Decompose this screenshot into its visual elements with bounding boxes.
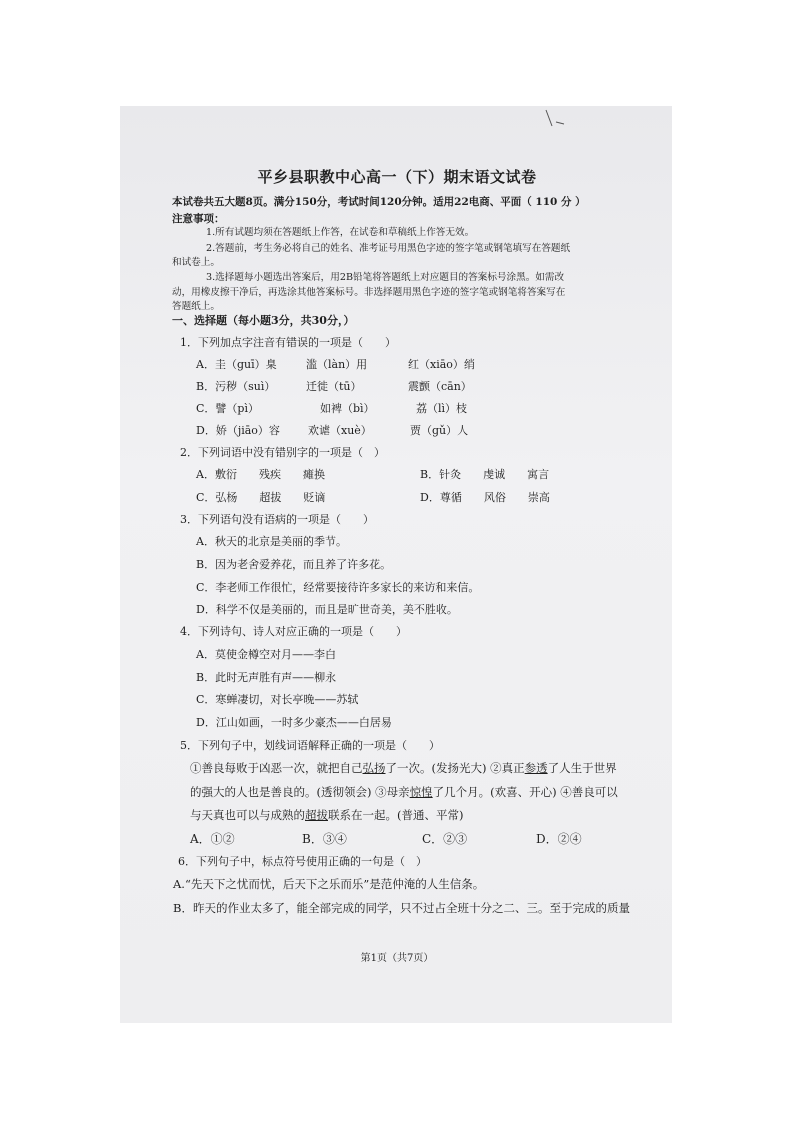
passage-text: 了人生于世界 <box>547 761 617 775</box>
section-heading: 一、选择题（每小题3分，共30分，） <box>172 314 355 327</box>
question-3-option-d: D．科学不仅是美丽的，而且是旷世奇美，美不胜收。 <box>196 603 458 616</box>
pen-mark-icon <box>544 108 566 130</box>
option-text: 迁徙（tū） <box>306 380 362 393</box>
option-text: A．敷衍 残疾 瘫换 <box>196 468 325 481</box>
passage-text: 联系在一起。(普通、平常) <box>328 808 464 822</box>
underlined-word: 超拔 <box>305 808 328 822</box>
choice-c: C．②③ <box>422 832 468 846</box>
option-text: 贾（gǔ）人 <box>410 424 469 437</box>
underlined-word: 惊惶 <box>409 785 433 799</box>
question-1-stem: 1．下列加点字注音有错误的一项是（ ） <box>180 336 396 349</box>
notice-item: 动，用橡皮擦干净后，再选涂其他答案标号。非选择题用黑色字迹的签字笔或钢笔将答案写在 <box>172 287 566 298</box>
option-text: C．弘杨 超拔 贬谪 <box>196 491 326 504</box>
notice-item: 1.所有试题均须在答题纸上作答，在试卷和草稿纸上作答无效。 <box>206 227 475 238</box>
question-5-line <box>190 760 617 776</box>
choice-a: A．①② <box>190 832 235 846</box>
option-text: 欢谑（xuè） <box>308 424 372 437</box>
question-6-stem: 6．下列句子中，标点符号使用正确的一句是（ ） <box>178 855 427 868</box>
passage-text: 了几个月。(欢喜、开心) ④善良可以 <box>432 785 618 799</box>
option-text: A．圭（guī）臬 <box>196 358 277 371</box>
choice-b: B．③④ <box>302 832 347 846</box>
question-5-line <box>190 807 463 823</box>
question-6-option-a: A.“先天下之忧而忧，后天下之乐而乐”是范仲淹的人生信条。 <box>173 877 485 891</box>
exam-title: 平乡县职教中心高一（下）期末语文试卷 <box>257 168 537 186</box>
passage-text: 了一次。(发扬光大) ②真正 <box>385 761 525 775</box>
question-4-option-c: C．寒蝉凄切，对长亭晚——苏轼 <box>196 693 359 706</box>
option-text: 滥（làn）用 <box>306 358 368 371</box>
option-text: D．尊循 风俗 崇高 <box>420 491 550 504</box>
passage-text: ①善良每败于凶恶一次，就把自己 <box>190 761 363 775</box>
question-4-option-a: A．莫使金樽空对月——李白 <box>196 648 336 661</box>
question-4-option-d: D．江山如画，一时多少豪杰——白居易 <box>196 716 392 729</box>
notice-item: 答题纸上。 <box>172 301 220 312</box>
option-text: 荔（lì）枝 <box>416 402 468 415</box>
option-text: D．娇（jiāo）容 <box>196 424 280 437</box>
question-5-line <box>190 784 618 800</box>
option-text: B．污秽（suì） <box>196 380 276 393</box>
passage-text: 与天真也可以与成熟的 <box>190 808 305 822</box>
notice-item: 和试卷上。 <box>172 257 220 268</box>
question-3-option-a: A．秋天的北京是美丽的季节。 <box>196 535 347 548</box>
notice-item: 2.答题前，考生务必将自己的姓名、准考证号用黑色字迹的签字笔或钢笔填写在答题纸 <box>206 243 571 254</box>
notice-item: 3.选择题每小题选出答案后，用2B铅笔将答题纸上对应题目的答案标号涂黑。如需改 <box>206 272 565 283</box>
page-footer: 第1页（共7页） <box>360 953 434 964</box>
option-text: C．譬（pì） <box>196 402 259 415</box>
question-5-stem: 5．下列句子中，划线词语解释正确的一项是（ ） <box>180 739 440 752</box>
passage-text: 的强大的人也是善良的。(透彻领会) ③母亲 <box>190 785 410 799</box>
question-4-stem: 4．下列诗句、诗人对应正确的一项是（ ） <box>180 625 407 638</box>
question-6-option-b: B．昨天的作业太多了，能全部完成的同学，只不过占全班十分之二、三。至于完成的质量 <box>173 901 630 915</box>
question-3-option-b: B．因为老舍爱养花，而且养了许多花。 <box>196 558 392 571</box>
option-text: 震颤（cān） <box>408 380 472 393</box>
underlined-word: 参透 <box>524 761 548 775</box>
option-text: 红（xiāo）绡 <box>408 358 475 371</box>
exam-intro: 本试卷共五大题8页。满分150分，考试时间120分钟。适用22电商、平面（ 110 分 ） <box>172 196 586 208</box>
question-4-option-b: B．此时无声胜有声——柳永 <box>196 671 337 684</box>
question-3-option-c: C．李老师工作很忙，经常要接待许多家长的来访和来信。 <box>196 581 480 594</box>
choice-d: D．②④ <box>536 832 582 846</box>
underlined-word: 弘扬 <box>362 761 386 775</box>
option-text: B．针灸 虔诚 寓言 <box>420 468 550 481</box>
notice-heading: 注意事项： <box>172 213 225 225</box>
question-3-stem: 3．下列语句没有语病的一项是（ ） <box>180 513 374 526</box>
question-2-stem: 2．下列词语中没有错别字的一项是（ ） <box>180 446 385 459</box>
option-text: 如裨（bì） <box>320 402 375 415</box>
